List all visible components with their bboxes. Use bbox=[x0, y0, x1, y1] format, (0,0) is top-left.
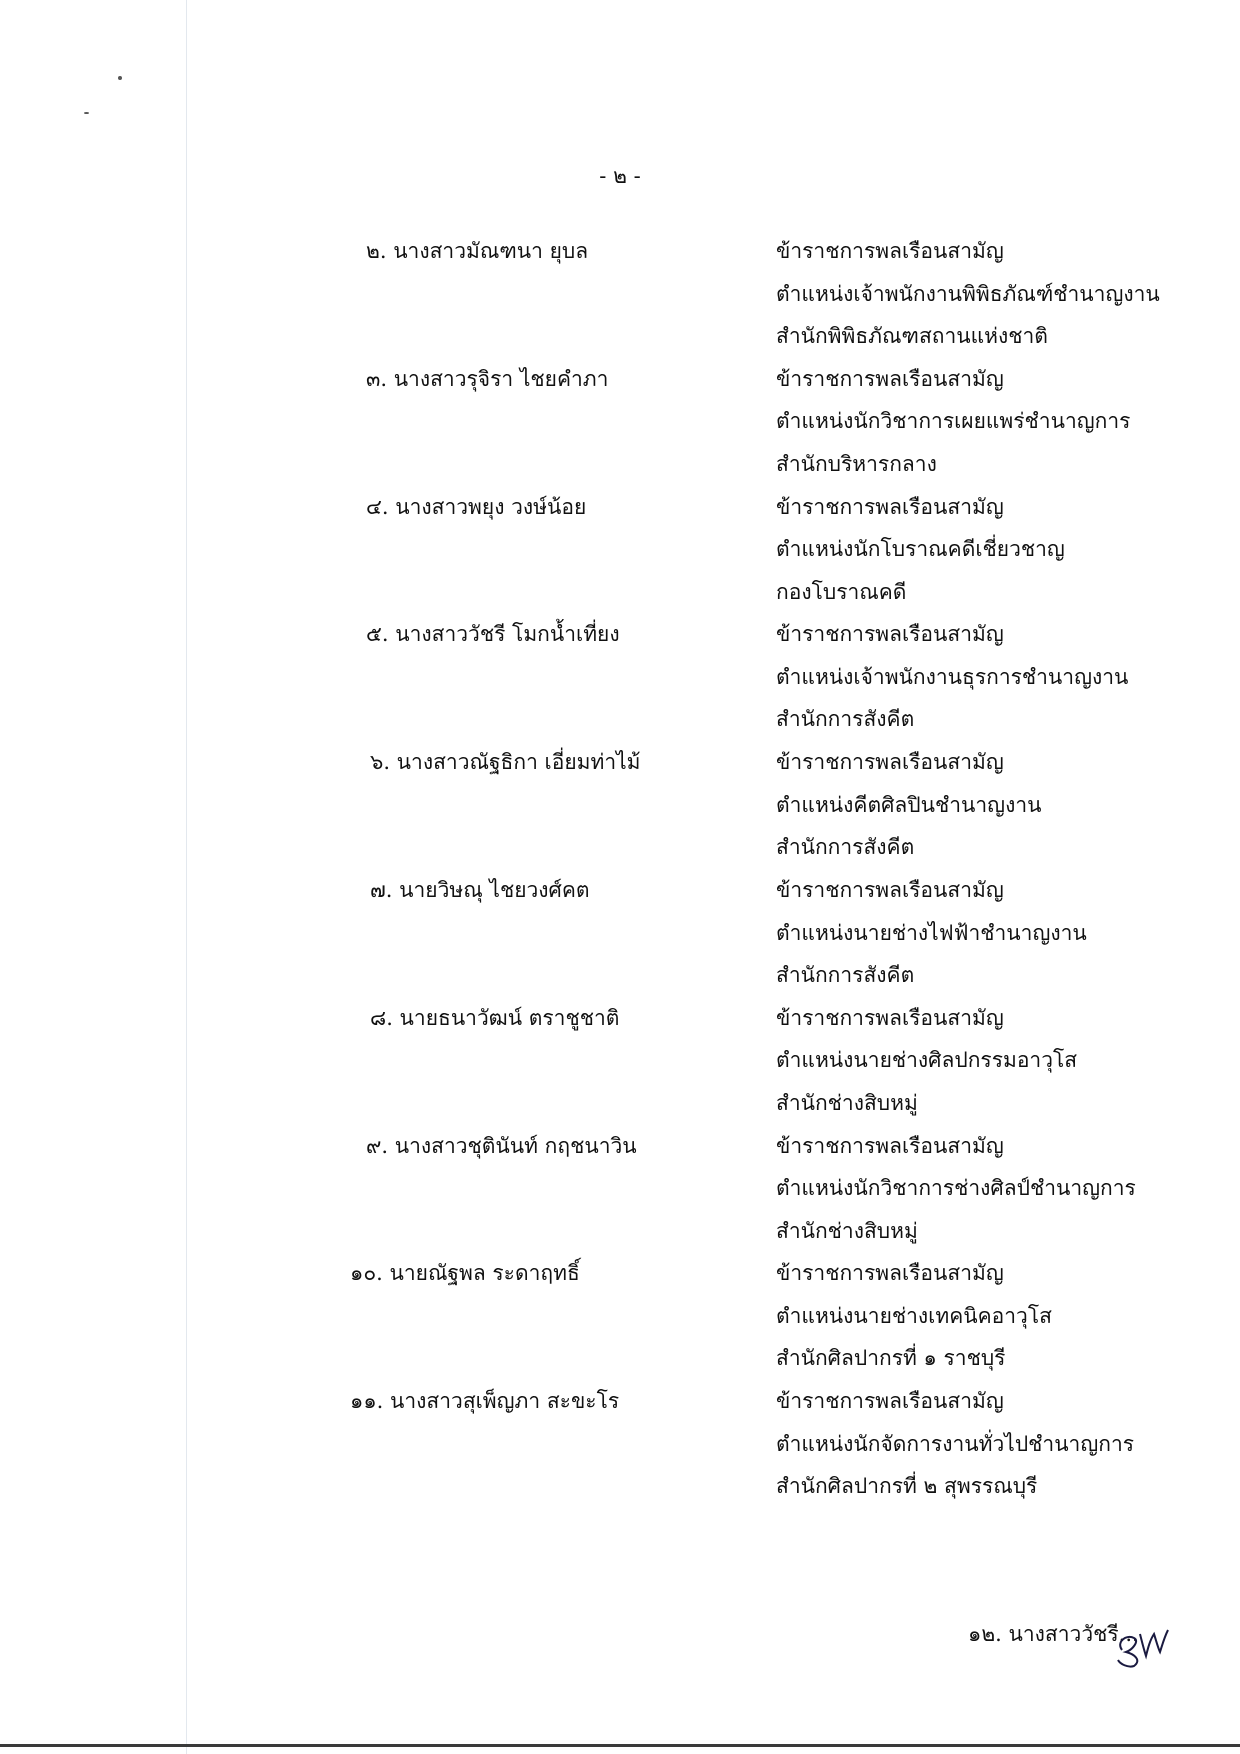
appointee-entry bbox=[0, 240, 1240, 368]
appointee-name: ๓. นางสาวรุจิรา ไชยคำภา bbox=[366, 366, 609, 391]
appointee-name: ๑๐. นายณัฐพล ระดาฤทธิ์ bbox=[350, 1261, 580, 1286]
appointee-entry bbox=[0, 623, 1240, 751]
position-title: ตำแหน่งนายช่างไฟฟ้าชำนาญงาน bbox=[776, 920, 1087, 945]
appointee-details bbox=[776, 230, 1236, 358]
office-name: สำนักบริหารกลาง bbox=[776, 451, 937, 476]
civil-service-status: ข้าราชการพลเรือนสามัญ bbox=[776, 622, 1004, 647]
civil-service-status: ข้าราชการพลเรือนสามัญ bbox=[776, 366, 1004, 391]
appointee-entry bbox=[0, 1007, 1240, 1135]
appointee-name: ๒. นางสาวมัณฑนา ยุบล bbox=[366, 239, 589, 263]
appointee-entry bbox=[0, 1262, 1240, 1390]
appointee-details bbox=[776, 486, 1236, 614]
appointee-entry bbox=[0, 1390, 1240, 1518]
scan-edge-bottom bbox=[0, 1744, 1240, 1747]
position-title: ตำแหน่งนักวิชาการเผยแพร่ชำนาญการ bbox=[776, 409, 1131, 434]
appointee-details bbox=[776, 741, 1236, 869]
appointee-name: ๖. นางสาวณัฐธิกา เอี่ยมท่าไม้ bbox=[370, 750, 641, 775]
position-title: ตำแหน่งเจ้าพนักงานธุรการชำนาญงาน bbox=[776, 664, 1129, 689]
office-name: สำนักการสังคีต bbox=[776, 707, 915, 732]
civil-service-status: ข้าราชการพลเรือนสามัญ bbox=[776, 750, 1004, 775]
appointee-name: ๕. นางสาววัชรี โมกน้ำเที่ยง bbox=[366, 622, 620, 647]
office-name: สำนักการสังคีต bbox=[776, 835, 915, 860]
civil-service-status: ข้าราชการพลเรือนสามัญ bbox=[776, 494, 1004, 519]
appointee-details bbox=[776, 1125, 1236, 1253]
appointee-entry bbox=[0, 368, 1240, 496]
appointee-details bbox=[776, 1380, 1236, 1508]
office-name: สำนักศิลปากรที่ ๑ ราชบุรี bbox=[776, 1346, 1006, 1371]
civil-service-status: ข้าราชการพลเรือนสามัญ bbox=[776, 1005, 1004, 1030]
office-name: กองโบราณคดี bbox=[776, 579, 907, 604]
appointee-entry bbox=[0, 1135, 1240, 1263]
civil-service-status: ข้าราชการพลเรือนสามัญ bbox=[776, 1389, 1004, 1414]
appointee-entry bbox=[0, 879, 1240, 1007]
appointee-name: ๗. นายวิษณุ ไชยวงศ์คต bbox=[370, 878, 590, 902]
scan-speck bbox=[118, 76, 122, 80]
appointee-entry bbox=[0, 496, 1240, 624]
civil-service-status: ข้าราชการพลเรือนสามัญ bbox=[776, 878, 1004, 902]
office-name: สำนักศิลปากรที่ ๒ สุพรรณบุรี bbox=[776, 1474, 1038, 1499]
page-number: - ๒ - bbox=[599, 164, 641, 188]
office-name: สำนักช่างสิบหมู่ bbox=[776, 1090, 918, 1115]
office-name: สำนักพิพิธภัณฑสถานแห่งชาติ bbox=[776, 324, 1048, 348]
civil-service-status: ข้าราชการพลเรือนสามัญ bbox=[776, 239, 1004, 263]
position-title: ตำแหน่งคีตศิลปินชำนาญงาน bbox=[776, 792, 1042, 817]
scan-speck bbox=[84, 112, 89, 114]
appointee-details bbox=[776, 358, 1236, 486]
appointee-details bbox=[776, 1252, 1236, 1380]
appointee-details bbox=[776, 869, 1236, 997]
appointee-details bbox=[776, 997, 1236, 1125]
appointee-entry bbox=[0, 751, 1240, 879]
continuation-reference: ๑๒. นางสาววัชรี... bbox=[968, 1622, 1139, 1646]
position-title: ตำแหน่งเจ้าพนักงานพิพิธภัณฑ์ชำนาญงาน bbox=[776, 281, 1160, 306]
position-title: ตำแหน่งนายช่างศิลปกรรมอาวุโส bbox=[776, 1048, 1078, 1073]
appointee-details bbox=[776, 613, 1236, 741]
position-title: ตำแหน่งนายช่างเทคนิคอาวุโส bbox=[776, 1303, 1052, 1328]
appointee-name: ๘. นายธนาวัฒน์ ตราชูชาติ bbox=[370, 1005, 620, 1030]
office-name: สำนักการสังคีต bbox=[776, 963, 915, 987]
appointee-name: ๑๑. นางสาวสุเพ็ญภา สะขะโร bbox=[350, 1389, 620, 1414]
appointee-name: ๙. นางสาวชุตินันท์ กฤชนาวิน bbox=[366, 1133, 637, 1158]
civil-service-status: ข้าราชการพลเรือนสามัญ bbox=[776, 1261, 1004, 1286]
position-title: ตำแหน่งนักจัดการงานทั่วไปชำนาญการ bbox=[776, 1431, 1135, 1456]
appointee-name: ๔. นางสาวพยุง วงษ์น้อย bbox=[366, 494, 587, 519]
position-title: ตำแหน่งนักวิชาการช่างศิลป์ชำนาญการ bbox=[776, 1176, 1136, 1201]
position-title: ตำแหน่งนักโบราณคดีเชี่ยวชาญ bbox=[776, 537, 1065, 562]
civil-service-status: ข้าราชการพลเรือนสามัญ bbox=[776, 1133, 1004, 1158]
signature-initials bbox=[1112, 1620, 1172, 1670]
office-name: สำนักช่างสิบหมู่ bbox=[776, 1218, 918, 1243]
